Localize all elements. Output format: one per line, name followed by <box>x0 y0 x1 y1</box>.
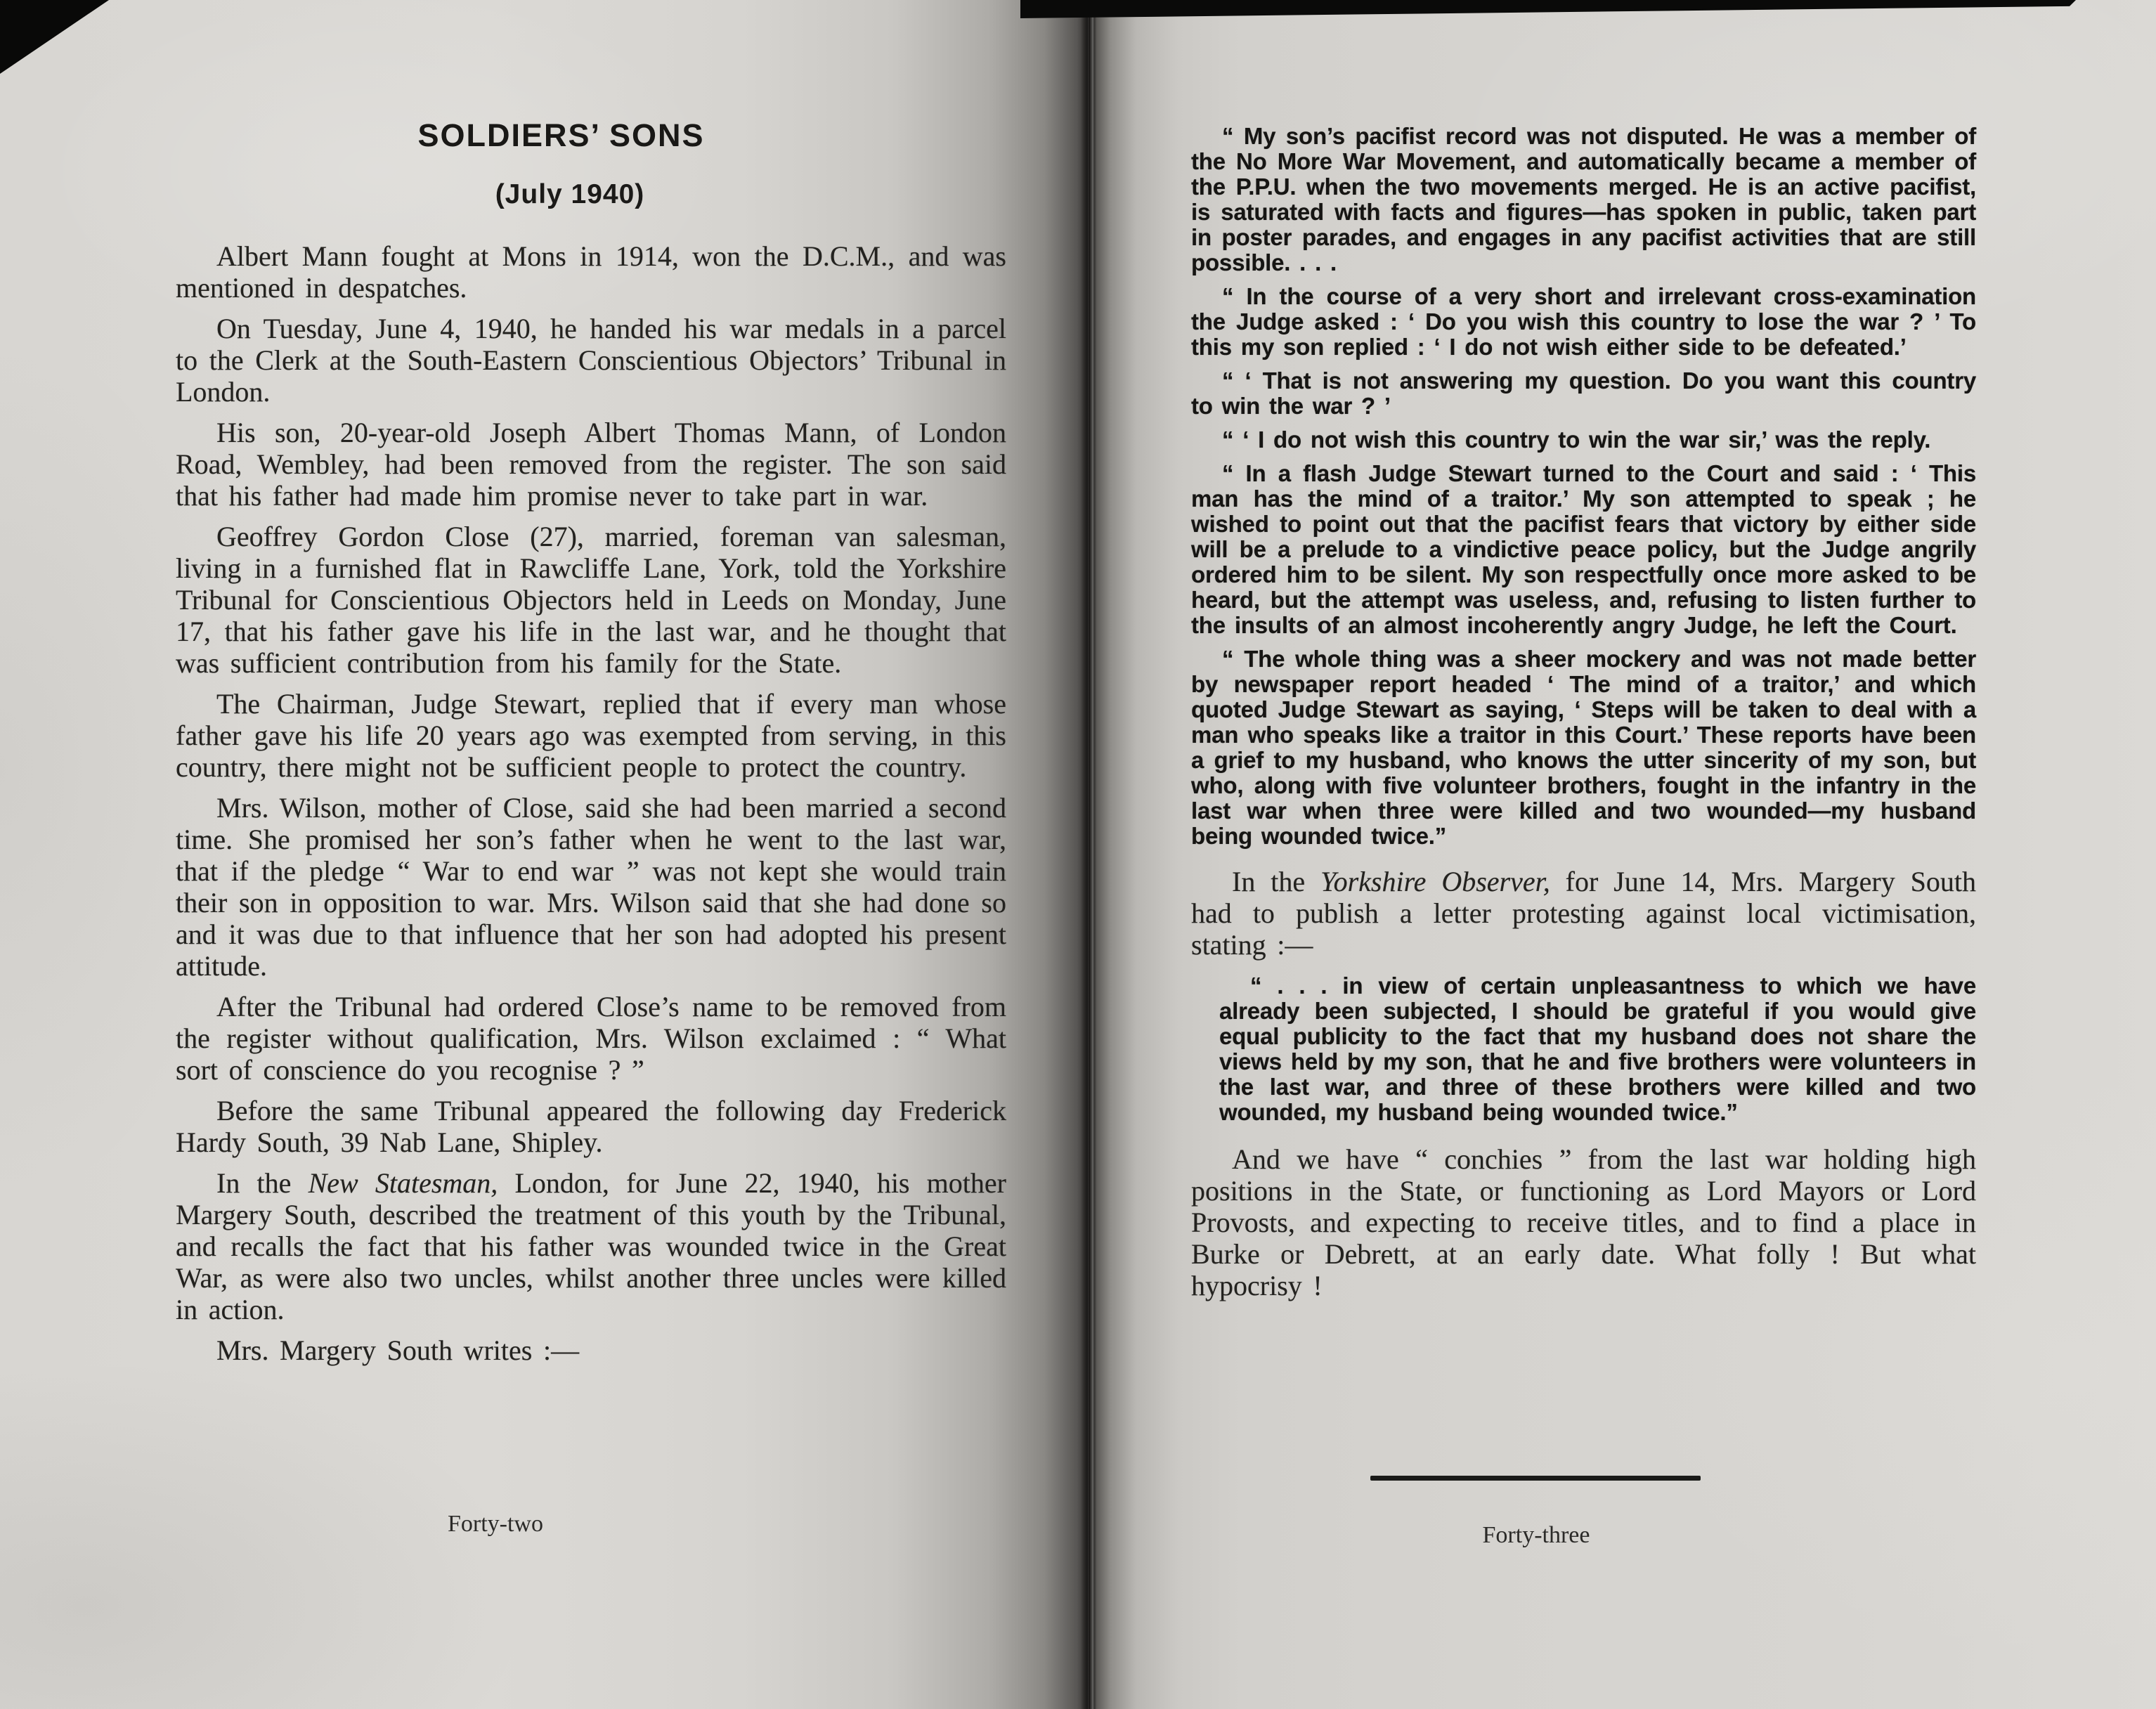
page-subtitle: (July 1940) <box>495 179 645 209</box>
paragraph-war-medals: On Tuesday, June 4, 1940, he handed his war medals in a parcel to the Clerk at the South-Eastern Conscientious Objectors’ Tribunal in London. <box>176 313 1006 408</box>
gutter-shadow <box>1081 0 1096 1709</box>
quote-paragraph-judge-stewart: “ In a flash Judge Stewart turned to the Court and said : ‘ This man has the mind of a traitor.’ My son attempted to speak ; he wished to point out that the pacifist fears that victory by either side will be a prelude to a vindictive peace policy, but the Judge angrily ordered him to be silent. My son respectfully once more asked to be heard, but the attempt was useless, and, refusing to listen further to the insults of an almost incoherently angry Judge, he left the Court. <box>1191 460 1976 638</box>
page-title: SOLDIERS’ SONS <box>417 117 705 153</box>
paragraph-text-run: London, for June 22, 1940, his mother Margery South, described the treatment of this youth by the Tribunal, and recalls the fact that his father was wounded twice in the Great War, as were also two uncles, whilst another three uncles were killed in action. <box>176 1167 1006 1325</box>
quote-paragraph-cross-examination: “ In the course of a very short and irrelevant cross-examination the Judge asked : ‘ Do you wish this country to lose the war ? ’ To this my son replied : ‘ I do not wish either side to be defeated.’ <box>1191 283 1976 360</box>
divider-rule <box>1370 1476 1701 1481</box>
quote-paragraph-not-answering: “ ‘ That is not answering my question. Do you want this country to win the war ? ’ <box>1191 368 1976 419</box>
paragraph-mrs-wilson: Mrs. Wilson, mother of Close, said she had been married a second time. She promised her son’s father when he went to the last war, that if the pledge “ War to end war ” was not kept she would train their son in opposition to war. Mrs. Wilson said that she had done so and it was due to that influence that her son had adopted his present attitude. <box>176 792 1006 982</box>
page-right <box>1093 0 2156 1709</box>
paragraph-frederick-south: Before the same Tribunal appeared the following day Frederick Hardy South, 39 Nab Lane, Shipley. <box>176 1095 1006 1158</box>
paragraph-text-run: for June 14, Mrs. Margery South had to publish a letter protesting against local victimisation, stating :— <box>1191 866 1976 961</box>
letter-quote-paragraph: “ . . . in view of certain unpleasantness to which we have already been subjected, I should be grateful if you would give equal publicity to the fact that my husband does not share the views held by my son, that he and five brothers were volunteers in the last war, and three of these brothers were killed and two wounded, my husband being wounded twice.” <box>1219 973 1976 1125</box>
paragraph-south-writes: Mrs. Margery South writes :— <box>216 1334 580 1366</box>
right-text-block <box>1191 0 1976 1301</box>
page-number-right: Forty-three <box>1482 1522 1590 1548</box>
quote-paragraph-sheer-mockery: “ The whole thing was a sheer mockery and was not made better by newspaper report headed ‘ The mind of a traitor,’ and which quoted Judge Stewart as saying, ‘ Steps will be taken to deal with a man who speaks like a traitor in this Court.’ These reports have been a grief to my husband, who knows the utter sincerity of my son, but who, along with five volunteer brothers, fought in the infantry in the last war when three were killed and two wounded—my husband being wounded twice.” <box>1191 646 1976 849</box>
paragraph-chairman-reply: The Chairman, Judge Stewart, replied that if every man whose father gave his life 20 years ago was exempted from serving, in this country, there might not be sufficient people to protect the country. <box>176 688 1006 783</box>
page-number-left: Forty-two <box>448 1511 543 1537</box>
quote-paragraph-do-not-wish: “ ‘ I do not wish this country to win the war sir,’ was the reply. <box>1222 427 1931 453</box>
paragraph-yorkshire-observer <box>1191 866 1976 961</box>
paragraph-joseph-mann: His son, 20-year-old Joseph Albert Thomas Mann, of London Road, Wembley, had been removed from the register. The son said that his father had made him promise never to take part in war. <box>176 417 1006 512</box>
journal-name-italic: New Statesman, <box>308 1167 498 1199</box>
paragraph-wilson-exclaimed: After the Tribunal had ordered Close’s name to be removed from the register without qualification, Mrs. Wilson exclaimed : “ What sort of conscience do you recognise ? ” <box>176 991 1006 1086</box>
paragraph-geoffrey-close: Geoffrey Gordon Close (27), married, foreman van salesman, living in a furnished flat in Rawcliffe Lane, York, told the Yorkshire Tribunal for Conscientious Objectors held in Leeds on Monday, June 17, that his father gave his life in the last war, and he thought that was sufficient contribution from his family for the State. <box>176 521 1006 679</box>
journal-name-italic: Yorkshire Observer, <box>1320 866 1550 897</box>
paragraph-new-statesman <box>176 1167 1006 1325</box>
paragraph-text-run: In the <box>1232 866 1321 897</box>
quote-paragraph-pacifist-record: “ My son’s pacifist record was not disputed. He was a member of the No More War Movement, and automatically became a member of the P.P.U. when the two movements merged. He is an active pacifist, is saturated with facts and figures—has spoken in public, taken part in poster parades, and engages in any pacifist activities that are still possible. . . . <box>1191 123 1976 275</box>
closing-paragraph: And we have “ conchies ” from the last war holding high positions in the State, or functioning as Lord Mayors or Lord Provosts, and expecting to receive titles, and to find a place in Burke or Debrett, at an early date. What folly ! But what hypocrisy ! <box>1191 1143 1976 1301</box>
left-text-block <box>176 0 1006 1366</box>
paragraph-text-run: In the <box>216 1167 309 1199</box>
paragraph-albert-mann: Albert Mann fought at Mons in 1914, won the D.C.M., and was mentioned in despatches. <box>176 240 1006 304</box>
